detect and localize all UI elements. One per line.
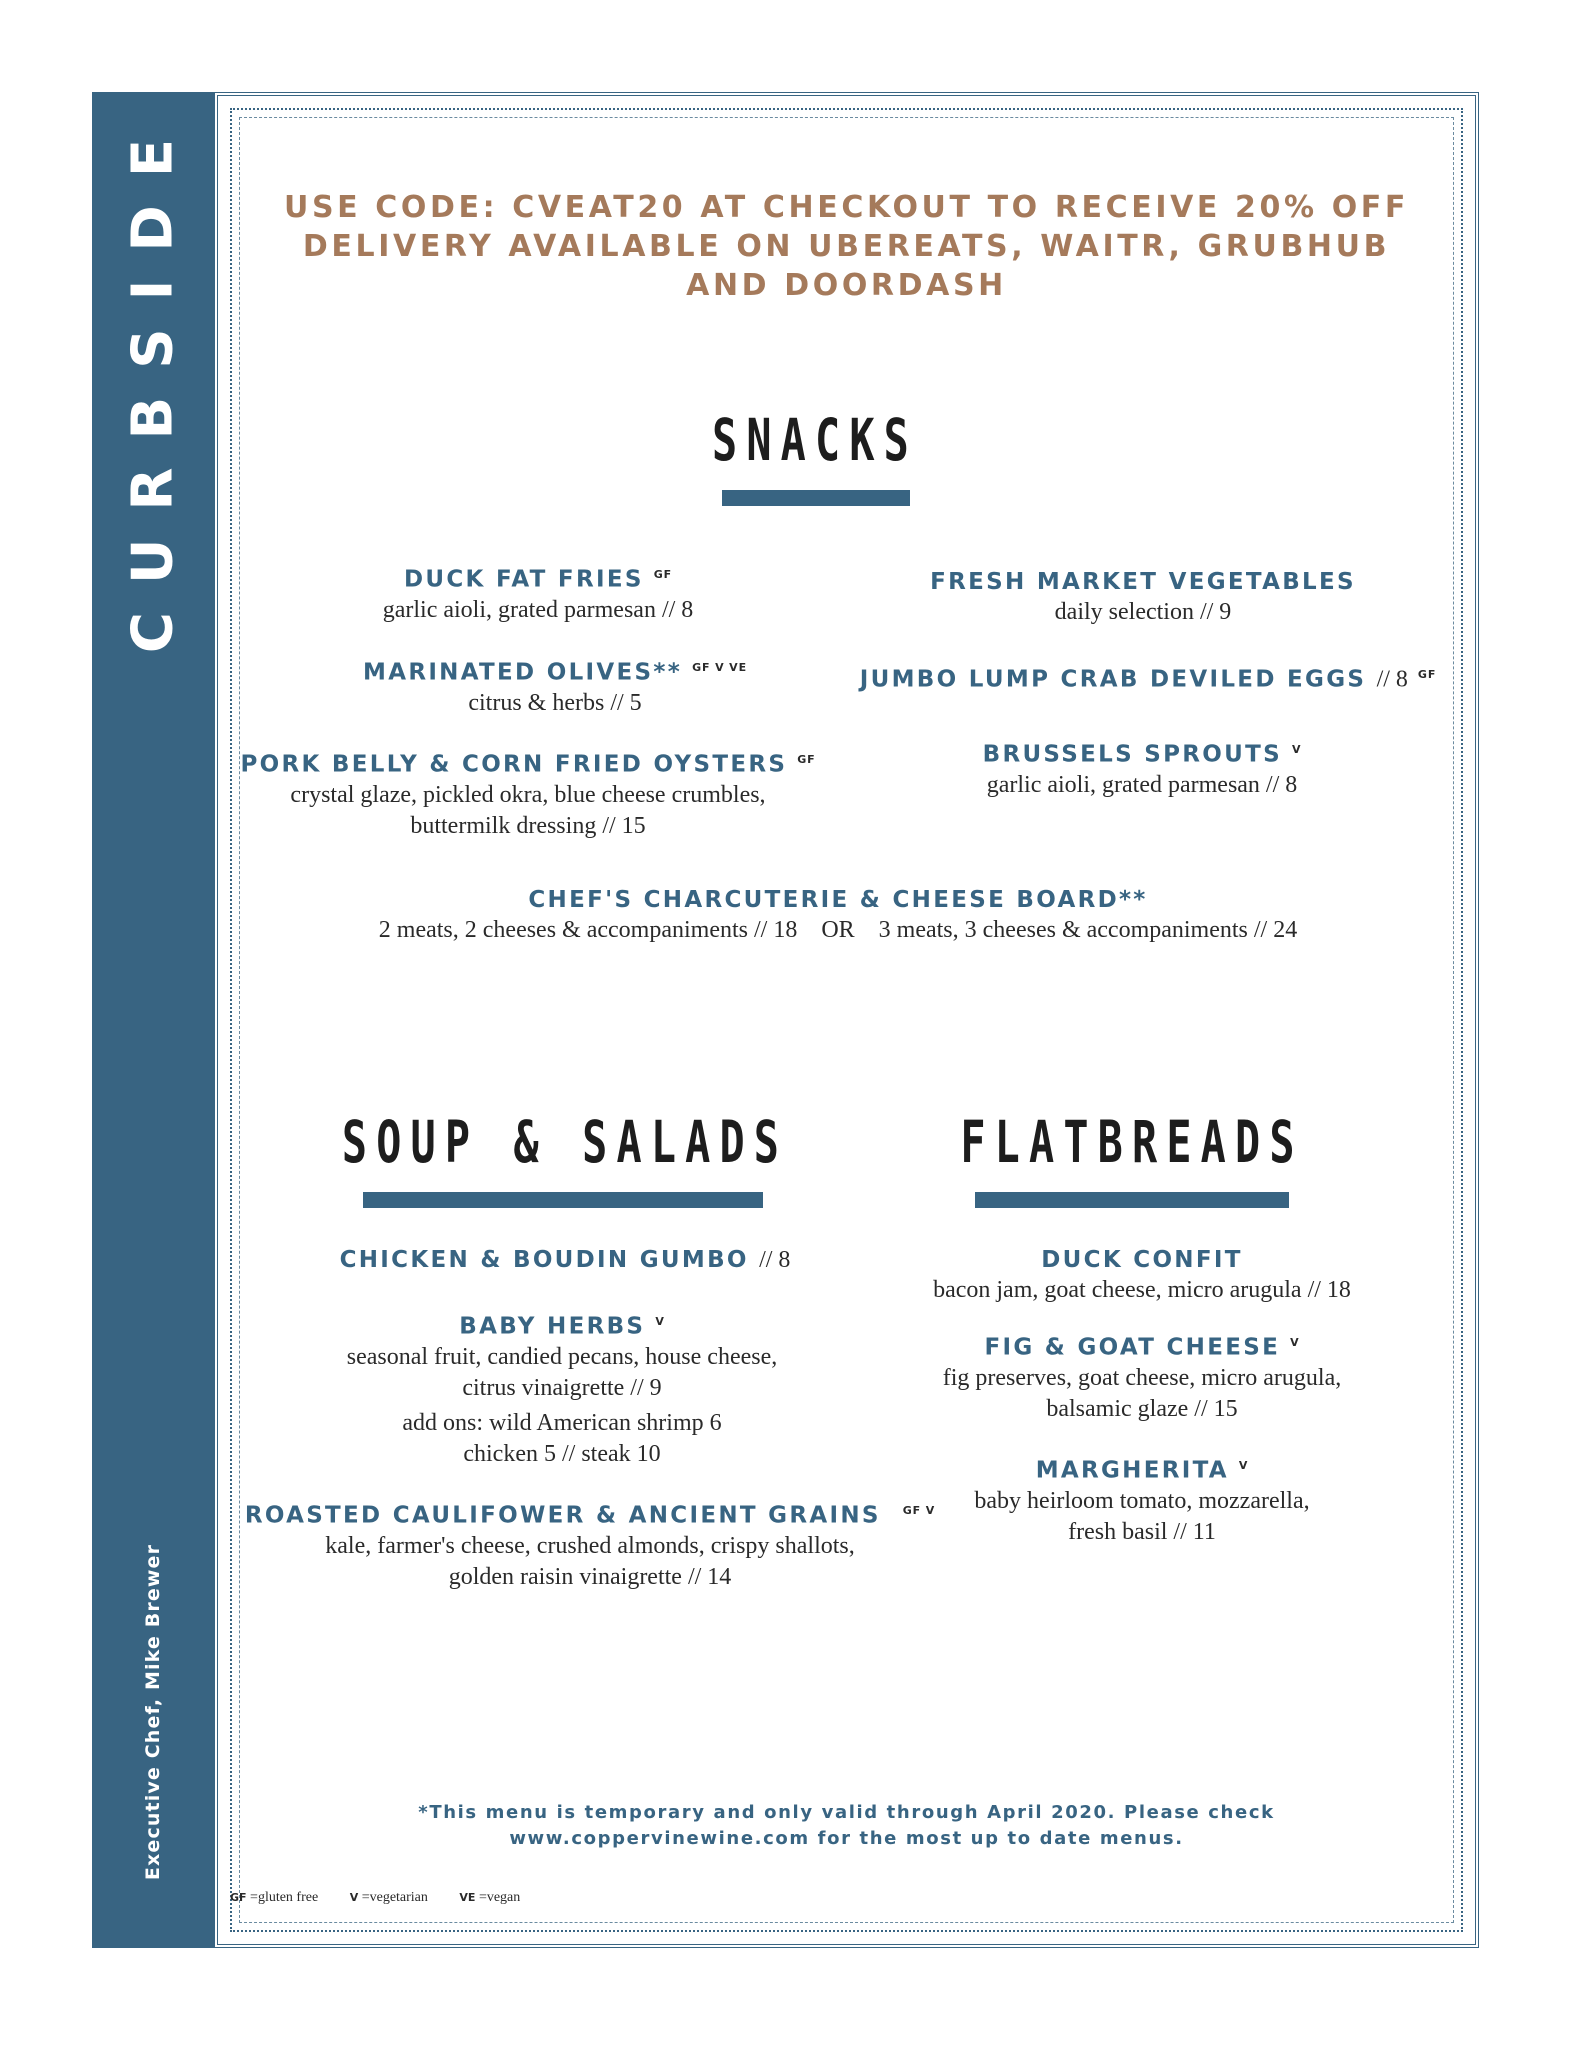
item-description: seasonal fruit, candied pecans, house cheese, — [346, 1343, 778, 1370]
promo-line: USE CODE: CVEAT20 AT CHECKOUT TO RECEIVE 20% OFF — [283, 190, 1409, 225]
item-price: // 8 — [1376, 666, 1408, 693]
section-heading-snacks: SNACKS — [712, 406, 918, 474]
item-description: baby heirloom tomato, mozzarella, — [974, 1487, 1310, 1514]
diet-tag: GF — [1417, 668, 1437, 681]
menu-item — [347, 1307, 778, 1470]
menu-item — [240, 745, 815, 842]
section-rule — [975, 1192, 1289, 1208]
item-description: fresh basil // 11 — [1068, 1518, 1216, 1545]
website-link[interactable]: www.coppervinewine.com for the most up to date menus. — [509, 1828, 1184, 1849]
menu-item — [860, 660, 1436, 695]
item-description: citrus & herbs // 5 — [468, 689, 642, 716]
menu-item — [363, 653, 747, 719]
item-description: buttermilk dressing // 15 — [410, 812, 646, 839]
item-name: FIG & GOAT CHEESE — [984, 1334, 1281, 1361]
item-addons: chicken 5 // steak 10 — [463, 1440, 661, 1467]
diet-tag: GF — [653, 568, 673, 581]
note-line: *This menu is temporary and only valid through April 2020. Please check — [418, 1802, 1275, 1823]
menu-item — [340, 1245, 791, 1275]
item-price: // 8 — [759, 1247, 791, 1273]
menu-border-inner — [230, 108, 1463, 1932]
diet-tag: GF — [797, 753, 816, 766]
diet-tag: GF V VE — [692, 661, 747, 674]
item-name: BRUSSELS SPROUTS — [982, 741, 1282, 768]
executive-chef-credit: Executive Chef, Mike Brewer — [142, 1543, 164, 1881]
promo-line: AND DOORDASH — [686, 268, 1007, 303]
diet-tag: V — [1238, 1459, 1249, 1472]
diet-tag: V — [655, 1315, 665, 1328]
item-name: ROASTED CAULIFOWER & ANCIENT GRAINS — [244, 1502, 881, 1529]
item-description: golden raisin vinaigrette // 14 — [448, 1563, 732, 1590]
menu-item — [930, 567, 1356, 628]
menu-item — [933, 1245, 1351, 1306]
menu-item — [974, 1451, 1309, 1548]
section-rule — [363, 1192, 763, 1208]
item-description: bacon jam, goat cheese, micro arugula // 18 — [933, 1277, 1351, 1303]
item-description: daily selection // 9 — [1054, 599, 1232, 625]
item-name: JUMBO LUMP CRAB DEVILED EGGS — [859, 666, 1367, 693]
menu-item — [379, 885, 1297, 946]
diet-tag: V — [1290, 1336, 1300, 1349]
item-description: garlic aioli, grated parmesan // 8 — [382, 596, 694, 623]
legend-item-gf: GF =gluten free — [230, 1890, 319, 1905]
item-name: DUCK CONFIT — [1041, 1247, 1243, 1273]
menu-border — [214, 92, 1479, 1948]
item-addons: add ons: wild American shrimp 6 — [402, 1409, 722, 1436]
item-name: PORK BELLY & CORN FRIED OYSTERS — [240, 751, 788, 778]
diet-legend — [230, 1890, 548, 1906]
menu-item — [943, 1328, 1342, 1425]
item-name: DUCK FAT FRIES — [403, 566, 644, 593]
item-description: 2 meats, 2 cheeses & accompaniments // 18 OR 3 meats, 3 cheeses & accompaniments // 24 — [378, 917, 1298, 943]
temporary-menu-note — [214, 1800, 1479, 1852]
promo-line: DELIVERY AVAILABLE ON UBEREATS, WAITR, GRUBHUB — [302, 229, 1391, 264]
menu-item — [245, 1496, 935, 1593]
section-heading-soup-salads: SOUP & SALADS — [341, 1108, 789, 1176]
diet-tag: V — [1291, 743, 1302, 756]
item-description: fig preserves, goat cheese, micro arugula, — [942, 1364, 1342, 1391]
item-name: CHEF'S CHARCUTERIE & CHEESE BOARD** — [528, 887, 1148, 913]
menu-item — [383, 560, 694, 626]
menu-border-pattern — [239, 117, 1454, 1923]
item-description: crystal glaze, pickled okra, blue cheese crumbles, — [290, 781, 766, 808]
item-name: BABY HERBS — [459, 1313, 646, 1340]
legend-item-v: V =vegetarian — [349, 1890, 428, 1905]
diet-tag: GF V — [902, 1504, 936, 1517]
section-heading-flatbreads: FLATBREADS — [960, 1108, 1304, 1176]
item-description: kale, farmer's cheese, crushed almonds, crispy shallots, — [325, 1532, 855, 1559]
sidebar-title: CURBSIDE — [120, 110, 186, 654]
promo-banner — [214, 188, 1479, 305]
menu-item — [983, 735, 1302, 801]
item-description: garlic aioli, grated parmesan // 8 — [986, 771, 1298, 798]
item-name: MARINATED OLIVES** — [363, 659, 683, 686]
item-name: MARGHERITA — [1035, 1457, 1229, 1484]
item-name: CHICKEN & BOUDIN GUMBO — [339, 1247, 749, 1273]
item-name: FRESH MARKET VEGETABLES — [930, 569, 1356, 595]
item-description: citrus vinaigrette // 9 — [462, 1374, 662, 1401]
section-rule — [722, 490, 910, 506]
legend-item-ve: VE =vegan — [459, 1890, 521, 1905]
item-description: balsamic glaze // 15 — [1046, 1395, 1238, 1422]
